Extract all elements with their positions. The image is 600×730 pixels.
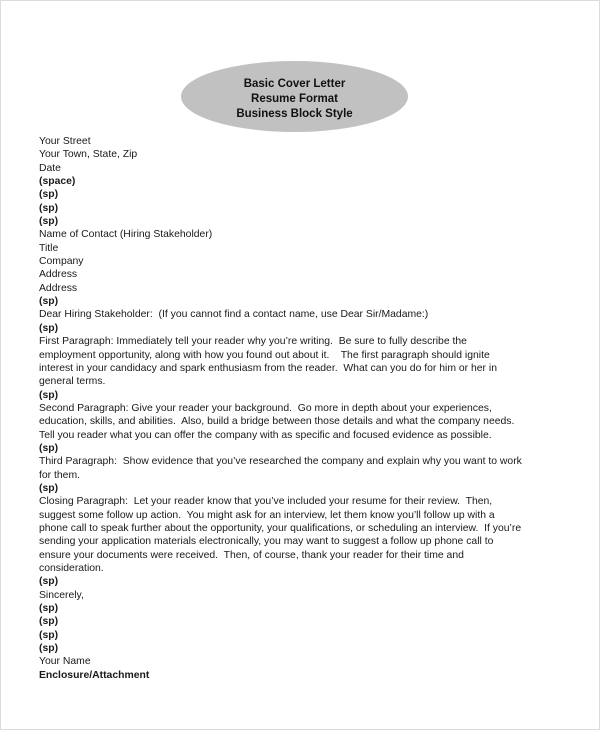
format-marker-line: (sp) <box>39 482 59 494</box>
letter-text-line: ensure your documents were received. Then, of course, thank your reader for their time and <box>39 549 464 561</box>
format-marker-line: (sp) <box>39 576 59 588</box>
letter-text-line: sending your application materials electronically, you may want to suggest a follow up phone call to <box>39 536 494 548</box>
format-marker-line: (sp) <box>39 442 59 454</box>
format-marker-line: (sp) <box>39 643 59 655</box>
letter-text-line: for them. <box>39 469 80 481</box>
letter-text-line: consideration. <box>39 563 104 574</box>
letter-text-line: Address <box>39 269 78 281</box>
letter-text-line: Closing Paragraph: Let your reader know that you’ve included your resume for their review. Then, <box>39 496 493 508</box>
format-marker-line: (sp) <box>39 629 59 641</box>
letter-text-line: Title <box>39 242 59 254</box>
letter-text-line: Your Street <box>39 136 91 147</box>
format-marker-line: (sp) <box>39 189 59 201</box>
letter-text-line: Third Paragraph: Show evidence that you’ve researched the company and explain why you want to work <box>39 456 522 468</box>
format-marker-line: Enclosure/Attachment <box>39 669 150 681</box>
letter-text-line: Second Paragraph: Give your reader your background. Go more in depth about your experiences, <box>39 402 492 414</box>
letter-text-line: suggest some follow up action. You might ask for an interview, let them know you’ll follow up with a <box>39 509 495 521</box>
title-badge <box>181 61 408 132</box>
format-marker-line: (sp) <box>39 616 59 628</box>
letter-text-line: general terms. <box>39 376 106 388</box>
letter-text-line: interest in your candidacy and spark enthusiasm from the reader. What can you do for him or her in <box>39 362 497 374</box>
badge-title-line-2: Resume Format <box>251 93 338 105</box>
letter-text-line: Name of Contact (Hiring Stakeholder) <box>39 229 213 241</box>
format-marker-line: (sp) <box>39 296 59 308</box>
letter-text-line: employment opportunity, along with how you found out about it. The first paragraph should ignite <box>39 349 490 361</box>
letter-text-line: Date <box>39 162 61 174</box>
format-marker-line: (sp) <box>39 603 59 615</box>
letter-text-line: Sincerely, <box>39 589 84 601</box>
badge-title-line-1: Basic Cover Letter <box>243 78 346 90</box>
format-marker-line: (sp) <box>39 322 59 334</box>
letter-text-line: Dear Hiring Stakeholder: (If you cannot find a contact name, use Dear Sir/Madame:) <box>39 309 429 321</box>
letter-text-line: Address <box>39 282 78 294</box>
badge-title-line-3: Business Block Style <box>236 108 353 120</box>
format-marker-line: (sp) <box>39 216 59 228</box>
letter-body <box>39 135 595 682</box>
letter-text-line: Tell you reader what you can offer the company with as specific and focused evidence as possible. <box>39 429 492 441</box>
letter-text-line: Your Name <box>39 656 91 668</box>
letter-text-line: education, skills, and abilities. Also, build a bridge between those details and what the company needs. <box>39 416 515 428</box>
letter-text-line: phone call to speak further about the opportunity, your qualifications, or scheduling an interview. If you’re <box>39 522 522 534</box>
letter-text-line: Your Town, State, Zip <box>39 149 138 161</box>
letter-text-line: Company <box>39 256 84 268</box>
format-marker-line: (sp) <box>39 202 59 214</box>
format-marker-line: (sp) <box>39 389 59 401</box>
letter-text-line: First Paragraph: Immediately tell your reader why you’re writing. Be sure to fully describe the <box>39 336 467 348</box>
format-marker-line: (space) <box>39 176 76 188</box>
